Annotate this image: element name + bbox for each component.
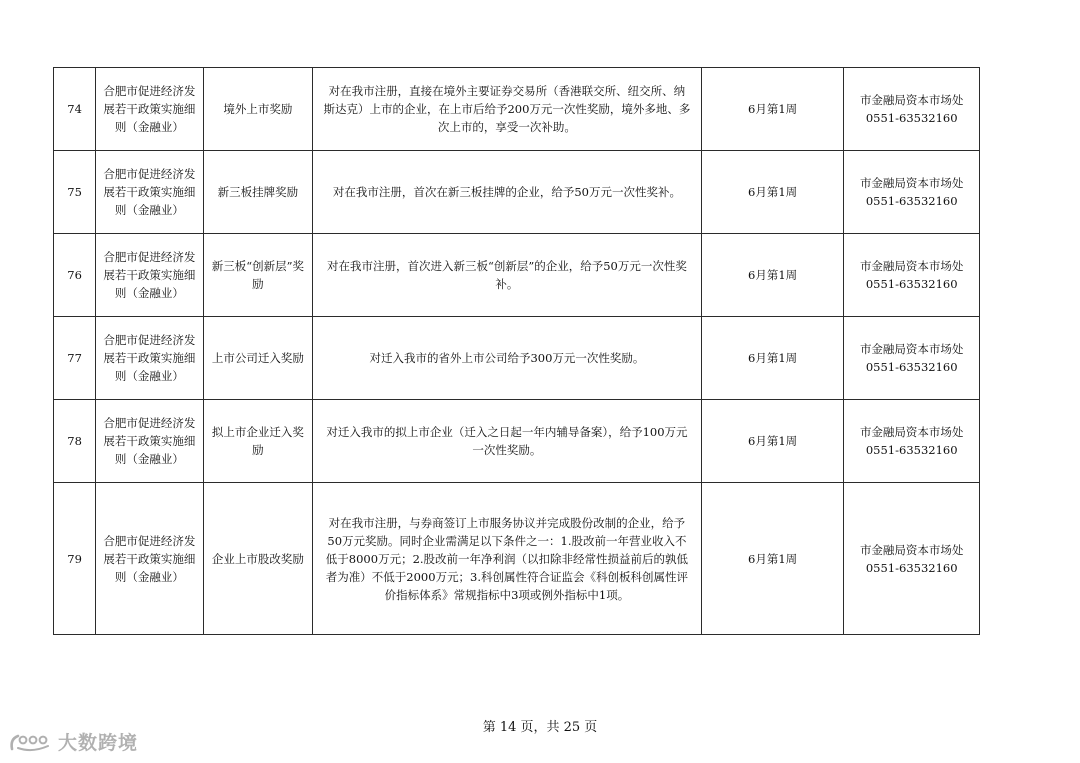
content-cell [313, 151, 702, 234]
row-number-cell: 76 [54, 234, 96, 317]
content-cell [313, 234, 702, 317]
content-text: 对在我市注册，与券商签订上市服务协议并完成股份改制的企业，给予50万元奖励。同时企业需满足以下条件之一：1.股改前一年营业收入不低于8000万元；2.股改前一年净利润（以扣除非经常性损益前后的孰低者为准）不低于2000万元；3.科创属性符合证监会《科创板科创属性评价指标体系》常规指标中3项或例外指标中1项。 [325, 515, 689, 602]
row-number-cell: 78 [54, 400, 96, 483]
department-phone: 0551-63532160 [865, 111, 958, 125]
table-row [54, 317, 980, 400]
department-cell [844, 400, 980, 483]
department-cell [844, 234, 980, 317]
policy-name-cell: 合肥市促进经济发展若干政策实施细则（金融业） [96, 68, 203, 151]
time-cell: 6月第1周 [701, 234, 844, 317]
time-cell: 6月第1周 [701, 400, 844, 483]
watermark-text: 大数跨境 [58, 732, 139, 754]
content-cell [313, 400, 702, 483]
policy-table [53, 67, 980, 635]
department-phone: 0551-63532160 [865, 194, 958, 208]
content-text: 对迁入我市的省外上市公司给予300万元一次性奖励。 [369, 351, 645, 365]
department-cell [844, 483, 980, 635]
department-cell [844, 68, 980, 151]
department-name: 市金融局资本市场处 [859, 425, 964, 439]
policy-name-cell: 合肥市促进经济发展若干政策实施细则（金融业） [96, 234, 203, 317]
row-number-cell: 74 [54, 68, 96, 151]
row-number-cell: 75 [54, 151, 96, 234]
department-phone: 0551-63532160 [865, 560, 958, 575]
department-phone: 0551-63532160 [865, 443, 958, 457]
content-text: 对在我市注册，直接在境外主要证券交易所（香港联交所、纽交所、纳斯达克）上市的企业，在上市后给予200万元一次性奖励，境外多地、多次上市的，享受一次补助。 [323, 84, 691, 134]
department-name: 市金融局资本市场处 [859, 259, 964, 273]
department-phone: 0551-63532160 [865, 360, 958, 374]
reward-item-cell: 拟上市企业迁入奖励 [203, 400, 312, 483]
department-name: 市金融局资本市场处 [859, 176, 964, 190]
policy-name-cell: 合肥市促进经济发展若干政策实施细则（金融业） [96, 483, 203, 635]
page-number: 第 14 页，共 25 页 [482, 720, 598, 735]
department-name: 市金融局资本市场处 [859, 342, 964, 356]
policy-name-cell: 合肥市促进经济发展若干政策实施细则（金融业） [96, 400, 203, 483]
time-cell: 6月第1周 [701, 151, 844, 234]
reward-item-cell: 企业上市股改奖励 [203, 483, 312, 635]
policy-name-cell: 合肥市促进经济发展若干政策实施细则（金融业） [96, 151, 203, 234]
reward-item-cell: 上市公司迁入奖励 [203, 317, 312, 400]
content-text: 对在我市注册，首次进入新三板“创新层”的企业，给予50万元一次性奖补。 [326, 259, 687, 291]
row-number-cell: 79 [54, 483, 96, 635]
row-number-cell: 77 [54, 317, 96, 400]
department-cell [844, 151, 980, 234]
table-row [54, 483, 980, 635]
table-row [54, 400, 980, 483]
content-text: 对迁入我市的拟上市企业（迁入之日起一年内辅导备案），给予100万元一次性奖励。 [326, 425, 688, 457]
content-cell [313, 483, 702, 635]
department-name: 市金融局资本市场处 [859, 542, 964, 557]
department-cell [844, 317, 980, 400]
watermark [8, 728, 138, 755]
content-cell [313, 68, 702, 151]
time-cell: 6月第1周 [701, 317, 844, 400]
reward-item-cell: 新三板“创新层”奖励 [203, 234, 312, 317]
time-cell: 6月第1周 [701, 483, 844, 635]
table-row [54, 234, 980, 317]
department-phone: 0551-63532160 [865, 277, 958, 291]
table-row [54, 151, 980, 234]
policy-name-cell: 合肥市促进经济发展若干政策实施细则（金融业） [96, 317, 203, 400]
time-cell: 6月第1周 [701, 68, 844, 151]
content-text: 对在我市注册，首次在新三板挂牌的企业，给予50万元一次性奖补。 [332, 185, 681, 199]
table-row [54, 68, 980, 151]
reward-item-cell: 新三板挂牌奖励 [203, 151, 312, 234]
content-cell [313, 317, 702, 400]
logo-icon [8, 731, 54, 753]
reward-item-cell: 境外上市奖励 [203, 68, 312, 151]
department-name: 市金融局资本市场处 [859, 93, 964, 107]
